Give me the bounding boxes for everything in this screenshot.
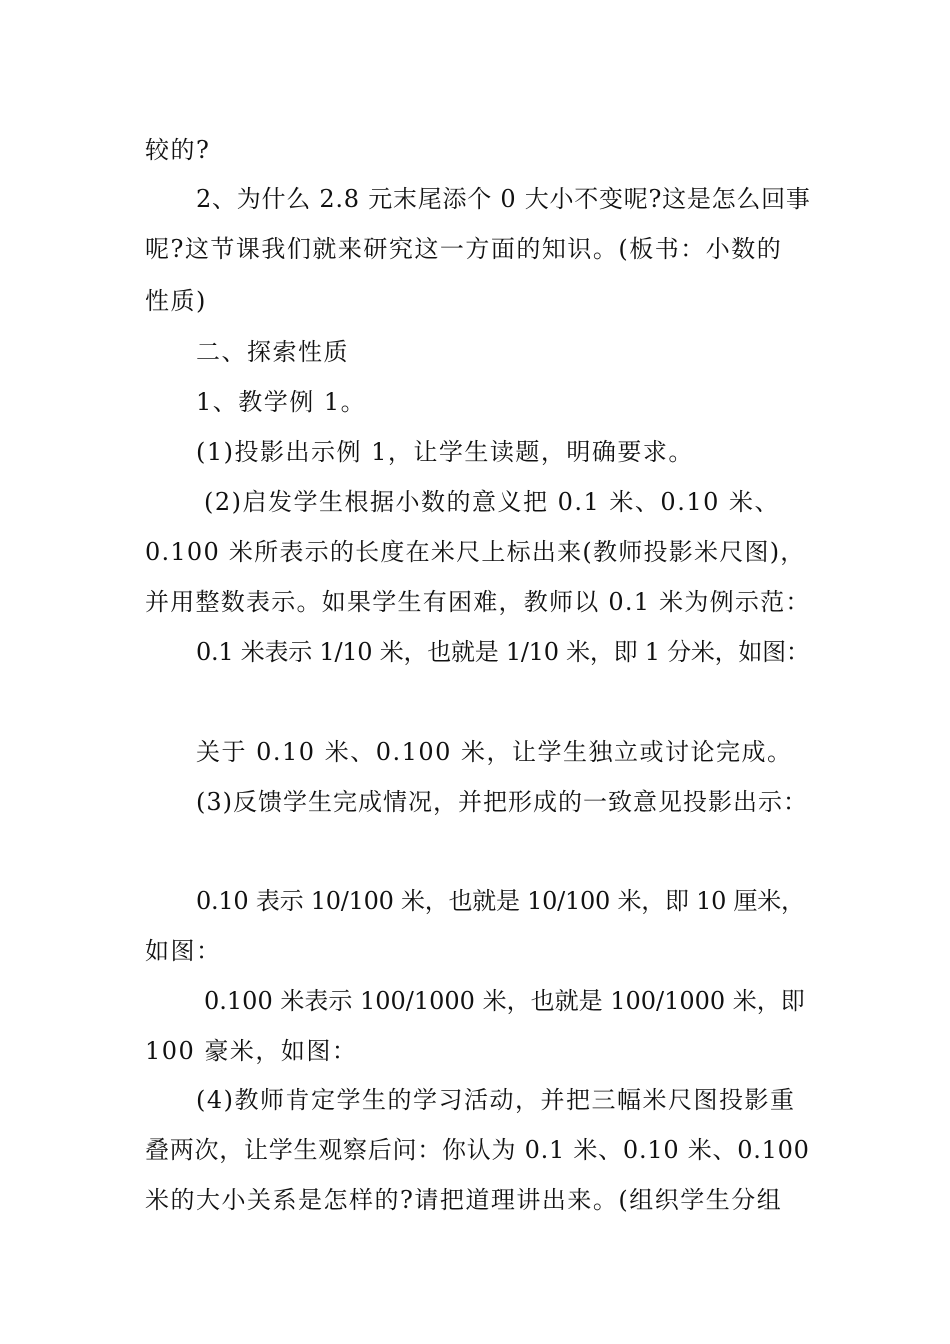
text-line: 0.100 米表示 100/1000 米，也就是 100/1000 米，即 [204, 987, 805, 1015]
text-line: (4)教师肯定学生的学习活动，并把三幅米尺图投影重 [196, 1086, 796, 1114]
text-line: 0.1 米表示 1/10 米，也就是 1/10 米，即 1 分米，如图： [196, 638, 810, 666]
text-line: 米的大小关系是怎样的?请把道理讲出来。(组织学生分组 [145, 1186, 783, 1214]
text-line: 并用整数表示。如果学生有困难，教师以 0.1 米为例示范： [145, 588, 811, 616]
text-line: 如图： [145, 937, 222, 965]
text-line: 叠两次，让学生观察后问：你认为 0.1 米、0.10 米、0.100 [145, 1136, 810, 1164]
text-line: 较的? [145, 136, 211, 164]
text-line: 关于 0.10 米、0.100 米，让学生独立或讨论完成。 [196, 738, 793, 766]
text-line: 0.100 米所表示的长度在米尺上标出来(教师投影米尺图)， [145, 538, 806, 566]
text-line: (2)启发学生根据小数的意义把 0.1 米、0.10 米、 [204, 488, 780, 516]
text-line: 性质) [145, 287, 207, 315]
text-line: (1)投影出示例 1，让学生读题，明确要求。 [196, 438, 694, 466]
text-line: (3)反馈学生完成情况，并把形成的一致意见投影出示： [196, 788, 808, 816]
text-line: 呢?这节课我们就来研究这一方面的知识。(板书：小数的 [145, 235, 783, 263]
section-heading: 二、探索性质 [196, 338, 349, 366]
text-line: 0.10 表示 10/100 米，也就是 10/100 米，即 10 厘米， [196, 887, 805, 915]
text-line: 100 豪米，如图： [145, 1037, 358, 1065]
subsection-heading: 1、教学例 1。 [196, 388, 367, 416]
text-line: 2、为什么 2.8 元末尾添个 0 大小不变呢?这是怎么回事 [196, 185, 811, 213]
